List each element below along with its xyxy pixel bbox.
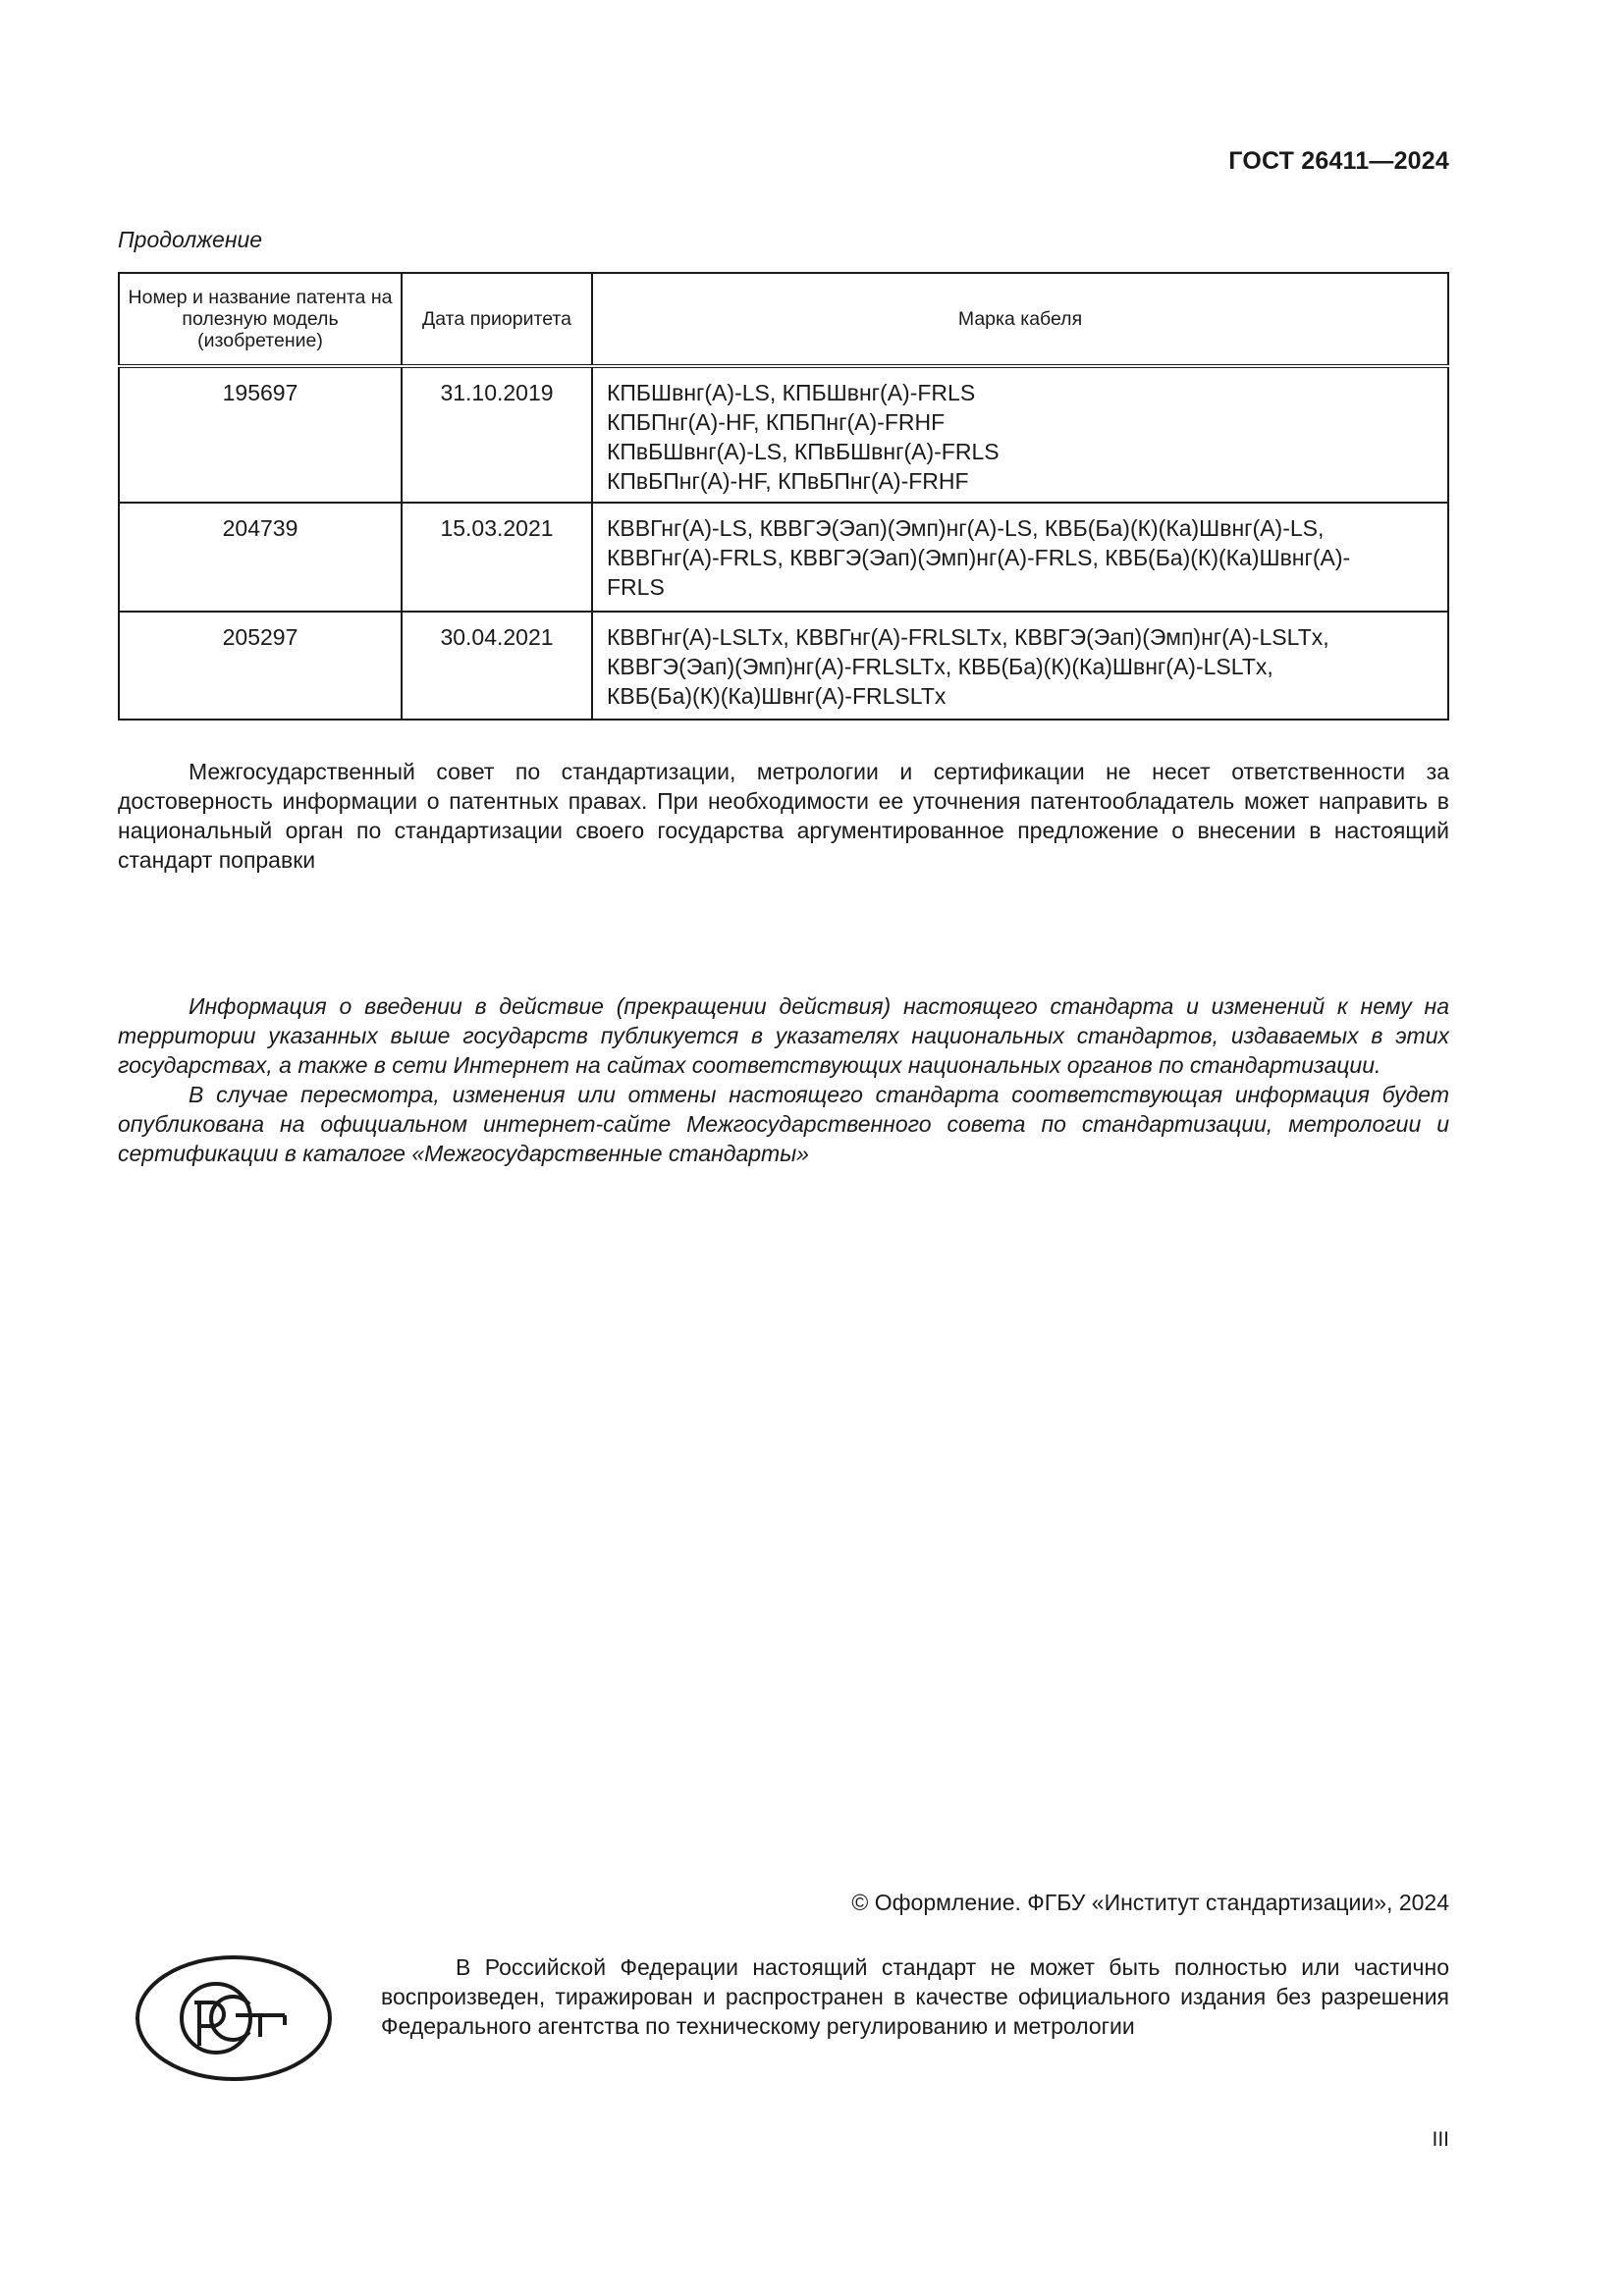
info-paragraph-revision: В случае пересмотра, изменения или отмены настоящего стандарта соответствующая информация будет опубликована на официальном интернет-сайте Межгосударственного совета по стандартизации, метрологии и сертификации в каталоге «Межгосударственные стандарты» xyxy=(118,1082,1449,1166)
document-code: ГОСТ 26411—2024 xyxy=(1228,147,1449,175)
cable-mark-line: КВВГнг(А)-LSLTx, КВВГнг(А)-FRLSLTx, КВВГЭ(Эап)(Эмп)нг(А)-LSLTx, xyxy=(607,624,1329,650)
cable-mark-line: КВВГнг(А)-FRLS, КВВГЭ(Эап)(Эмп)нг(А)-FRLS, КВБ(Ба)(К)(Ка)Швнг(А)- xyxy=(607,545,1351,570)
table-row xyxy=(119,366,1448,503)
info-paragraph-publication: Информация о введении в действие (прекращении действия) настоящего стандарта и изменений к нему на территории указанных выше государств публикуется в указателях национальных стандартов, издаваемых в этих государствах, а также в сети Интернет на сайтах соответствующих национальных органов по стандартизации. xyxy=(118,993,1449,1078)
column-header-priority-date: Дата приоритета xyxy=(402,273,592,366)
cable-mark-line: КПБШвнг(А)-LS, КПБШвнг(А)-FRLS xyxy=(607,380,976,405)
cable-mark-line: КВВГнг(А)-LS, КВВГЭ(Эап)(Эмп)нг(А)-LS, КВБ(Ба)(К)(Ка)Швнг(А)-LS, xyxy=(607,515,1325,541)
reproduction-rights xyxy=(381,1952,1449,2041)
priority-date: 31.10.2019 xyxy=(402,366,592,503)
patent-number: 195697 xyxy=(119,366,402,503)
cable-marks xyxy=(592,366,1448,503)
cable-mark-line: КПвБПнг(А)-HF, КПвБПнг(А)-FRHF xyxy=(607,468,969,494)
table-row xyxy=(119,612,1448,720)
cable-mark-line: КВБ(Ба)(К)(Ка)Швнг(А)-FRLSLTx xyxy=(607,683,947,709)
table-row xyxy=(119,503,1448,612)
cable-mark-line: КПБПнг(А)-HF, КПБПнг(А)-FRHF xyxy=(607,409,946,435)
cable-mark-line: КВВГЭ(Эап)(Эмп)нг(А)-FRLSLTx, КВБ(Ба)(К)(Ка)Швнг(А)-LSLTx, xyxy=(607,654,1273,679)
cable-marks xyxy=(592,612,1448,720)
rst-logo-icon xyxy=(134,1953,334,2083)
disclaimer-text: Межгосударственный совет по стандартизации, метрологии и сертификации не несет ответственности за достоверность информации о патентных правах. При необходимости ее уточнения патентообладатель может направить в национальный орган по стандартизации своего государства аргументированное предложение о внесении в настоящий стандарт поправки xyxy=(118,759,1449,873)
cable-mark-line: КПвБШвнг(А)-LS, КПвБШвнг(А)-FRLS xyxy=(607,439,1000,464)
table-header-row xyxy=(119,273,1448,366)
patent-number: 205297 xyxy=(119,612,402,720)
priority-date: 15.03.2021 xyxy=(402,503,592,612)
cable-mark-line: FRLS xyxy=(607,574,665,600)
cable-marks xyxy=(592,503,1448,612)
table-continuation-caption: Продолжение xyxy=(118,227,263,252)
column-header-patent: Номер и название патента на полезную модель (изобретение) xyxy=(119,273,402,366)
copyright-notice: © Оформление. ФГБУ «Институт стандартизации», 2024 xyxy=(851,1890,1449,1915)
info-section xyxy=(118,991,1449,1168)
disclaimer-paragraph xyxy=(118,757,1449,875)
patent-table xyxy=(118,272,1449,721)
priority-date: 30.04.2021 xyxy=(402,612,592,720)
column-header-cable-mark: Марка кабеля xyxy=(592,273,1448,366)
page-number: III xyxy=(1432,2128,1449,2151)
patent-number: 204739 xyxy=(119,503,402,612)
rights-text: В Российской Федерации настоящий стандарт не может быть полностью или частично воспроизведен, тиражирован и распространен в качестве официального издания без разрешения Федерального агентства по техническому регулированию и метрологии xyxy=(381,1954,1449,2039)
